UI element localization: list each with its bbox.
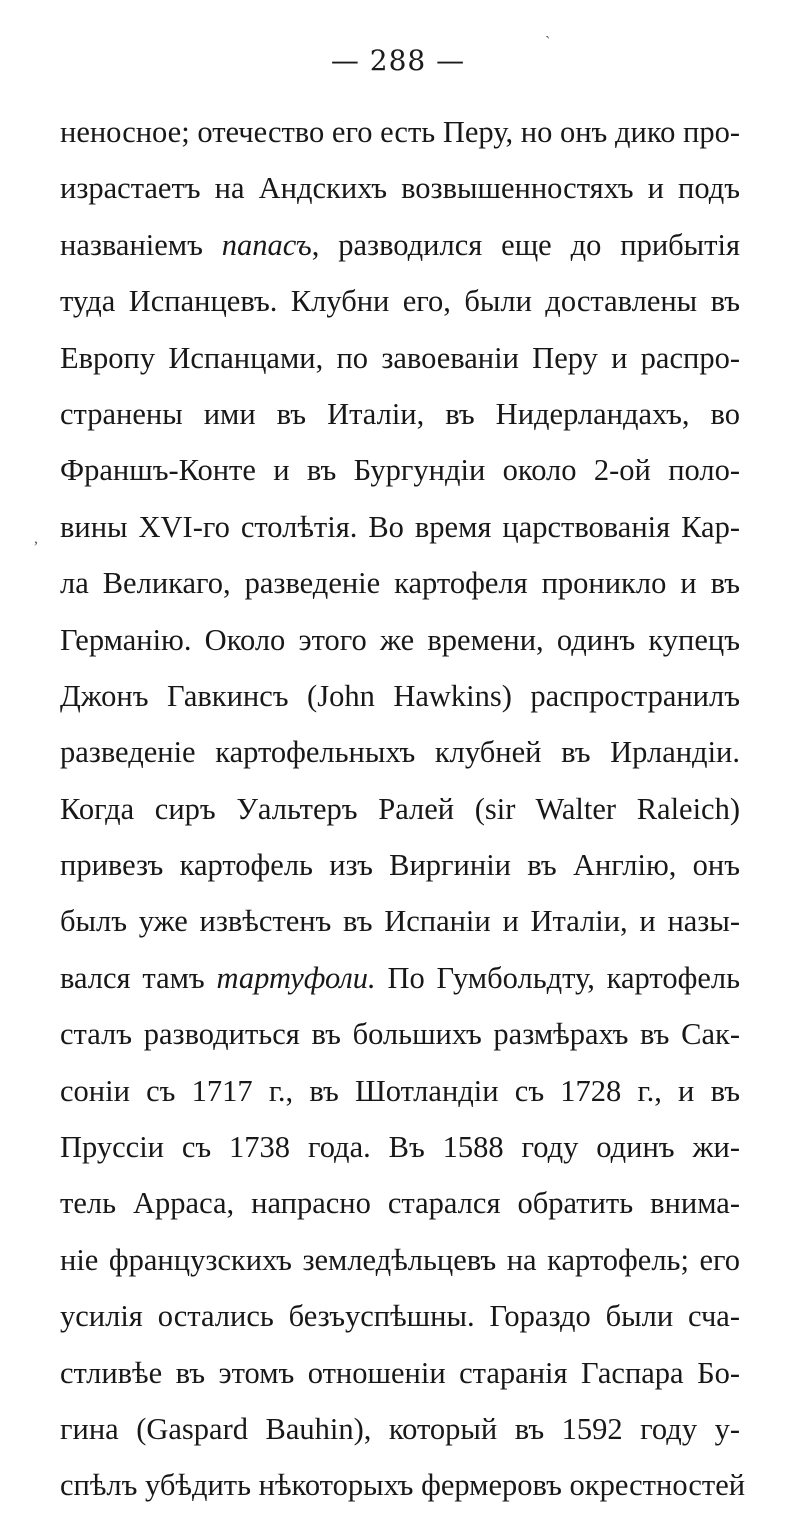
ink-speck: ` [545, 34, 551, 51]
text-line [60, 1288, 740, 1344]
text-line [60, 1345, 740, 1401]
text-line [60, 1457, 746, 1513]
text-segment: вины XVI-го столѣтія. Во время царствованія Кар- [60, 509, 740, 544]
margin-mark: , [34, 530, 38, 547]
body-text [60, 104, 746, 1514]
text-segment: , разводился еще до прибытія [311, 227, 740, 262]
text-line [60, 1232, 740, 1288]
text-segment: Франшъ-Конте и въ Бургундіи около 2-ой поло- [60, 453, 740, 488]
text-segment: усилія остались безъуспѣшны. Гораздо были сча- [60, 1299, 740, 1334]
text-segment: израстаетъ на Андскихъ возвышенностяхъ и подъ [60, 171, 740, 206]
text-line [60, 781, 740, 837]
text-line [60, 724, 740, 780]
text-segment: привезъ картофель изъ Виргиніи въ Англію, онъ [60, 848, 740, 883]
text-segment: разведеніе картофельныхъ клубней въ Ирландіи. [60, 735, 740, 770]
text-segment: вался тамъ [60, 960, 217, 995]
text-line [60, 386, 740, 442]
text-line [60, 1063, 740, 1119]
text-segment: туда Испанцевъ. Клубни его, были доставлены въ [60, 284, 740, 319]
page-number: — 288 — [330, 44, 466, 77]
text-line [60, 950, 740, 1006]
text-segment: сталъ разводиться въ большихъ размѣрахъ въ Сак- [60, 1017, 740, 1052]
text-segment: стливѣе въ этомъ отношеніи старанія Гаспара Бо- [60, 1355, 740, 1390]
text-segment: неносное; отечество его есть Перу, но онъ дико про- [60, 115, 740, 149]
text-segment: ніе французскихъ земледѣльцевъ на картофель; его [60, 1242, 740, 1277]
text-line [60, 1119, 740, 1175]
text-line [60, 273, 740, 329]
text-line [60, 837, 740, 893]
text-segment: соніи съ 1717 г., въ Шотландіи съ 1728 г., и въ [60, 1073, 740, 1108]
text-segment: По Гумбольдту, картофель [375, 960, 740, 995]
emphasized-word: тартуфоли. [216, 960, 376, 995]
text-segment: спѣлъ убѣдить нѣкоторыхъ фермеровъ окрестностей [60, 1468, 746, 1503]
text-segment: Джонъ Гавкинсъ (John Hawkins) распространилъ [60, 678, 740, 713]
text-segment: ла Великаго, разведеніе картофеля проникло и въ [60, 566, 740, 601]
text-line [60, 668, 740, 724]
text-segment: Европу Испанцами, по завоеваніи Перу и распро- [60, 340, 740, 375]
text-line [60, 499, 740, 555]
text-line [60, 1175, 740, 1231]
text-segment: Когда сиръ Уальтеръ Ралей (sir Walter Raleich) [60, 791, 740, 826]
text-line [60, 217, 740, 273]
text-line [60, 330, 740, 386]
text-line [60, 1401, 740, 1457]
text-line [60, 442, 740, 498]
text-segment: гина (Gaspard Bauhin), который въ 1592 году у- [60, 1411, 740, 1446]
text-line [60, 893, 740, 949]
text-segment: Германію. Около этого же времени, одинъ купецъ [60, 622, 740, 657]
text-line [60, 160, 740, 216]
text-line [60, 555, 740, 611]
text-segment: былъ уже извѣстенъ въ Испаніи и Италіи, и назы- [60, 904, 740, 939]
text-line [60, 104, 740, 160]
emphasized-word: папасъ [221, 227, 312, 262]
text-segment: названіемъ [60, 227, 222, 262]
text-segment: тель Арраса, напрасно старался обратить внима- [60, 1186, 740, 1221]
text-segment: странены ими въ Италіи, въ Нидерландахъ, во [60, 396, 740, 431]
text-segment: Пруссіи съ 1738 года. Въ 1588 году одинъ жи- [60, 1130, 740, 1165]
text-line [60, 612, 740, 668]
text-line [60, 1006, 740, 1062]
